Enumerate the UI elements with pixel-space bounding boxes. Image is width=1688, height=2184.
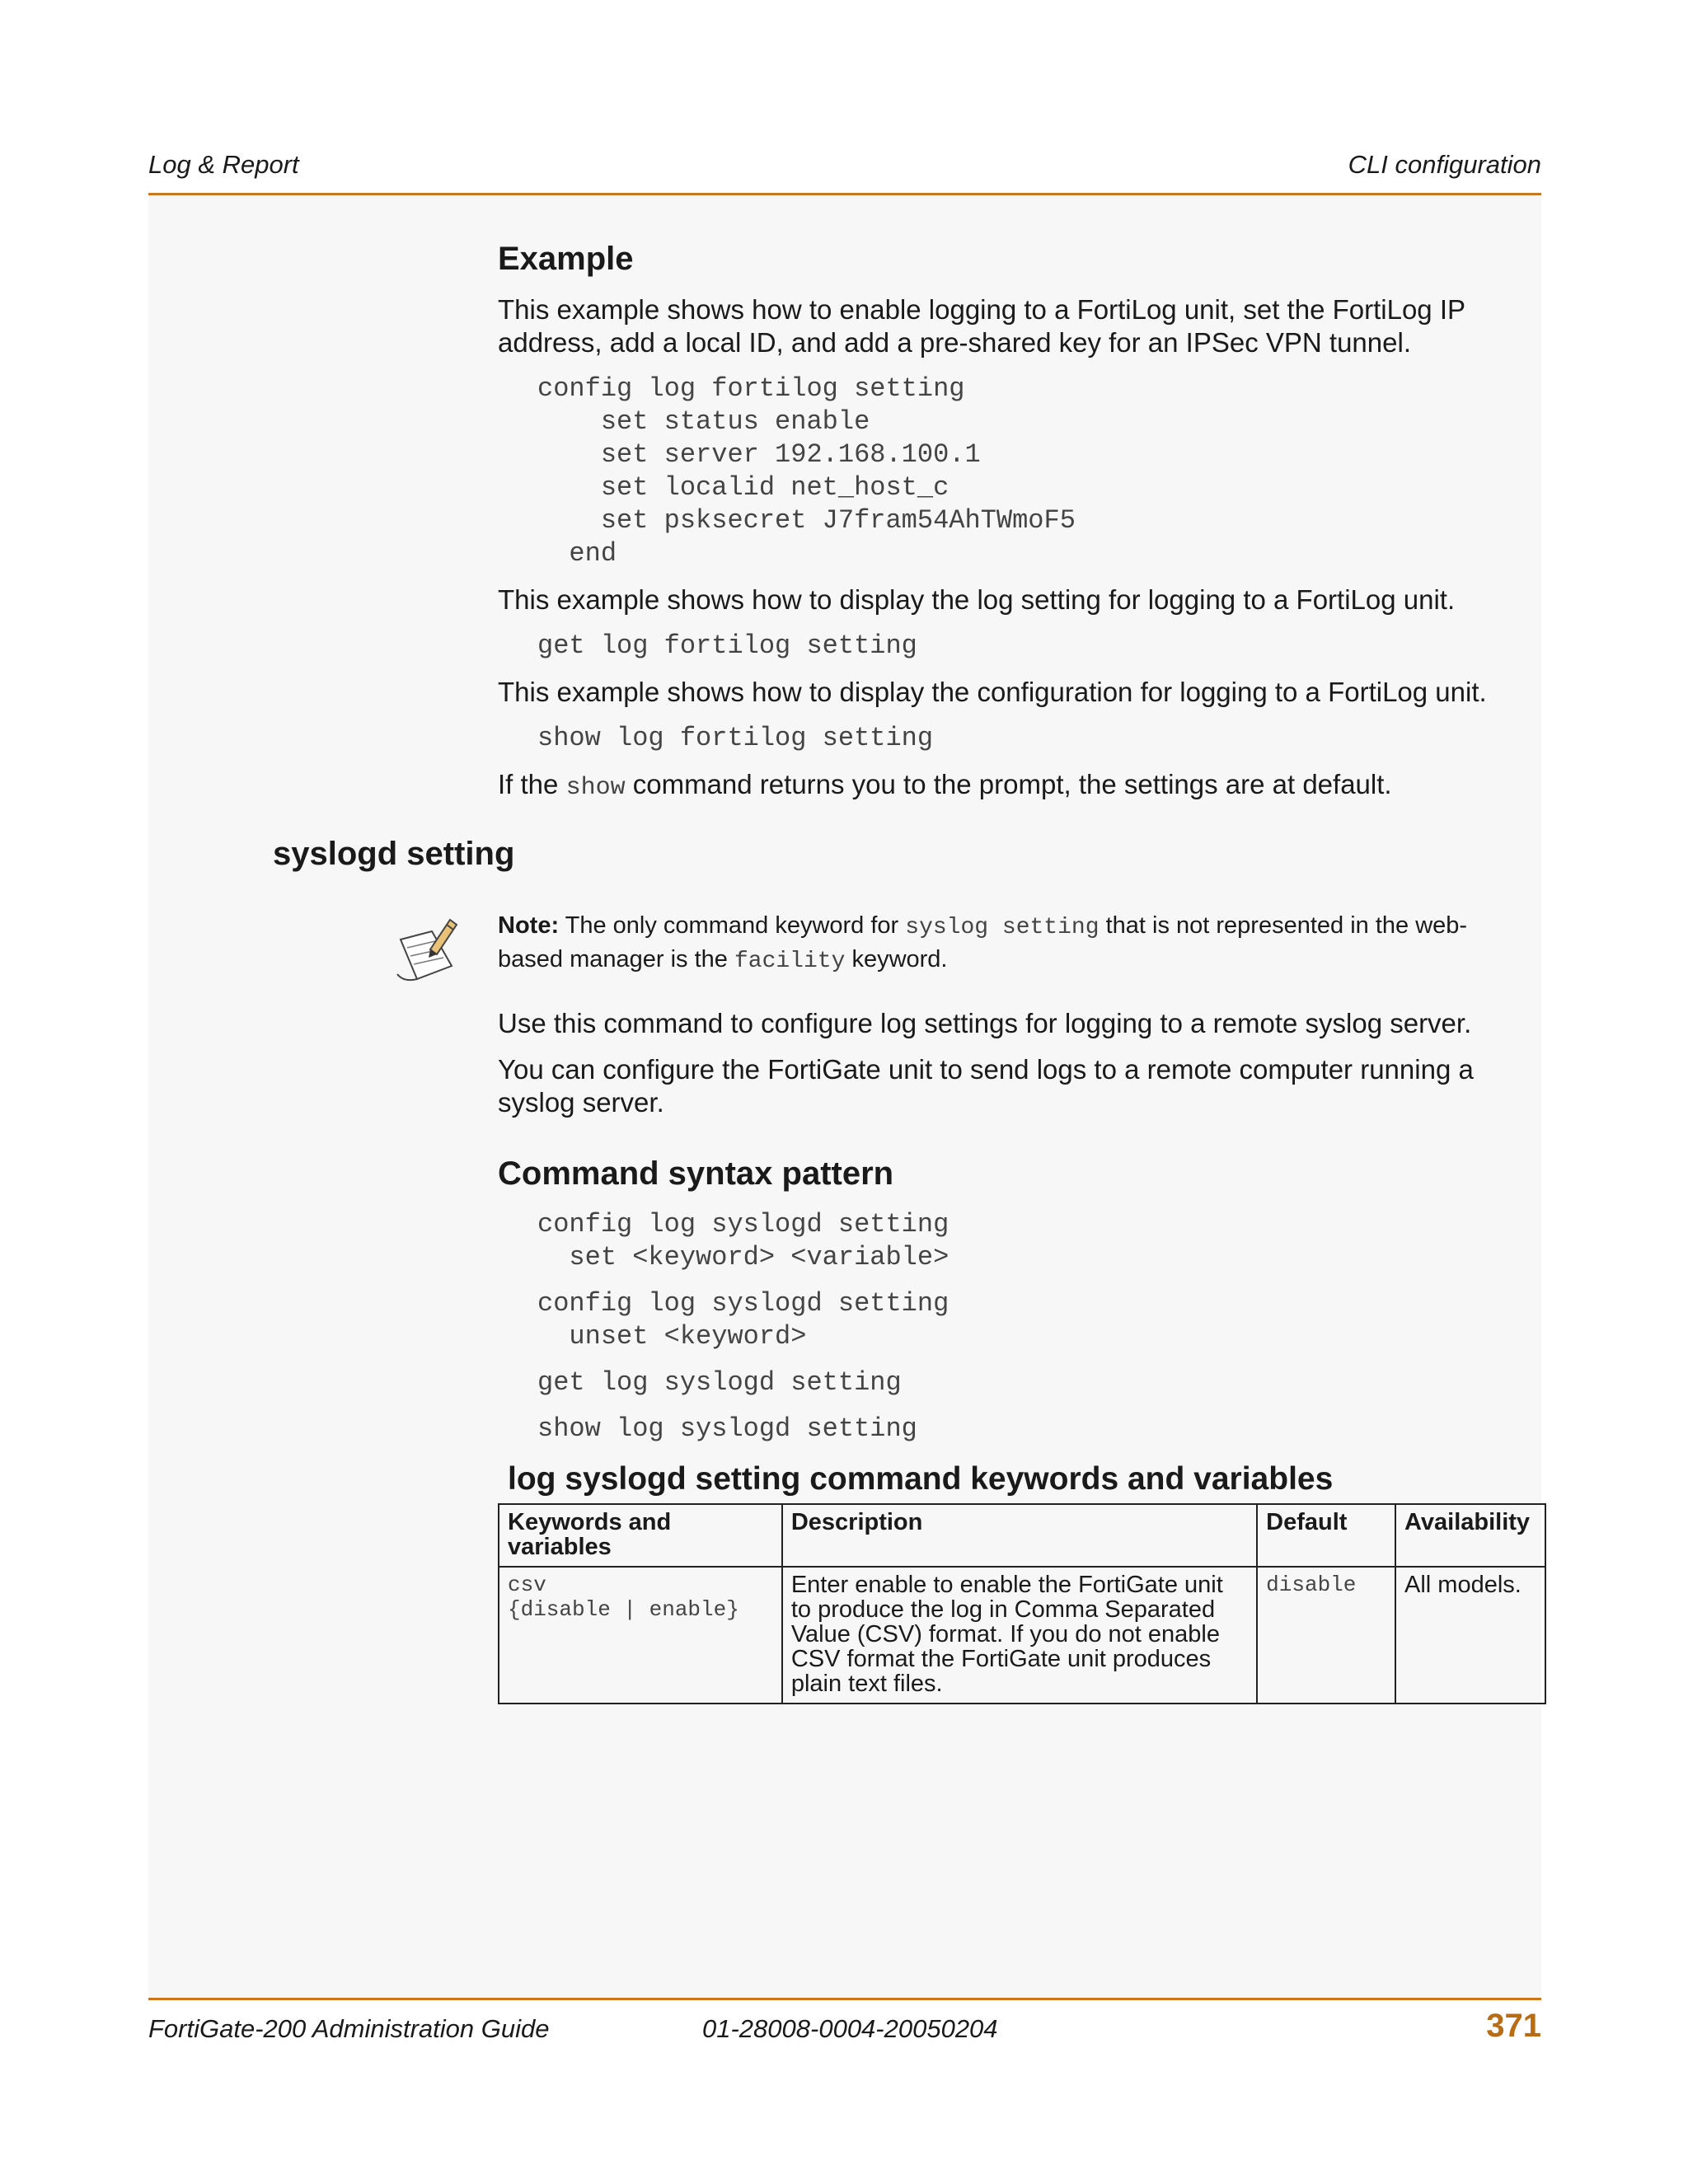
inline-code-facility: facility (734, 949, 846, 974)
example-code-config: config log fortilog setting set status enable set server 192.168.100.1 set localid net_host_c set psksecret J7fram54AhTWmoF5 end (537, 373, 1076, 569)
text-fragment: The only command keyword for (559, 912, 906, 939)
table-row (499, 1567, 1545, 1704)
example-text-default (498, 768, 1545, 804)
table-header-row (499, 1504, 1545, 1567)
example-text-show: This example shows how to display the configuration for logging to a FortiLog unit. (498, 677, 1487, 707)
cell-availability: All models. (1395, 1567, 1545, 1704)
note-label: Note: (498, 912, 560, 939)
syslogd-heading: syslogd setting (273, 836, 515, 872)
syntax-show: show log syslogd setting (537, 1413, 917, 1444)
footer-rule (148, 1998, 1541, 2000)
note-pencil-icon (392, 915, 467, 989)
column-header: Availability (1395, 1504, 1545, 1567)
text-fragment: that is not represented in the web-based manager is the (498, 912, 1468, 972)
cell-keyword: csv {disable | enable} (499, 1567, 782, 1704)
syslogd-para-1: Use this command to configure log settings for logging to a remote syslog server. (498, 1008, 1472, 1038)
text-fragment: keyword. (845, 946, 948, 972)
text-fragment: If the (498, 769, 566, 799)
header-section: CLI configuration (1348, 150, 1541, 179)
note-text (498, 910, 1520, 977)
syntax-config-set: config log syslogd setting set <keyword> <variable> (537, 1209, 950, 1272)
example-code-show: show log fortilog setting (537, 723, 934, 753)
footer-doc-number: 01-28008-0004-20050204 (702, 2014, 998, 2043)
example-code-get: get log fortilog setting (537, 630, 917, 661)
example-section (498, 237, 1545, 818)
syntax-heading: Command syntax pattern (498, 1155, 894, 1192)
column-header: Keywords and variables (499, 1504, 782, 1567)
header-rule (148, 193, 1541, 195)
text-fragment: command returns you to the prompt, the settings are at default. (625, 769, 1392, 799)
page-footer (148, 2009, 1541, 2050)
page-header (148, 150, 1541, 185)
column-header: Description (782, 1504, 1257, 1567)
inline-code-show: show (565, 774, 626, 802)
header-chapter: Log & Report (148, 150, 299, 179)
syslogd-section (498, 1007, 1545, 1704)
column-header: Default (1257, 1504, 1395, 1567)
keywords-table (498, 1503, 1546, 1704)
footer-guide-title: FortiGate-200 Administration Guide (148, 2014, 550, 2043)
inline-code-syslog-setting: syslog setting (905, 915, 1100, 940)
syntax-config-unset: config log syslogd setting unset <keyword> (537, 1288, 950, 1352)
syntax-get: get log syslogd setting (537, 1367, 902, 1398)
cell-description: Enter enable to enable the FortiGate unit to produce the log in Comma Separated Value (CSV) format. If you do not enable CSV format the FortiGate unit produces plain text files. (782, 1567, 1257, 1704)
example-text-get: This example shows how to display the log setting for logging to a FortiLog unit. (498, 584, 1456, 615)
cell-default: disable (1257, 1567, 1395, 1704)
syslogd-para-2: You can configure the FortiGate unit to send logs to a remote computer running a syslog server. (498, 1054, 1474, 1118)
table-title: log syslogd setting command keywords and variables (508, 1461, 1334, 1497)
example-heading: Example (498, 241, 634, 277)
example-intro: This example shows how to enable logging to a FortiLog unit, set the FortiLog IP address, add a local ID, and add a pre-shared key for an IPSec VPN tunnel. (498, 294, 1465, 358)
page-number: 371 (1486, 2008, 1541, 2044)
